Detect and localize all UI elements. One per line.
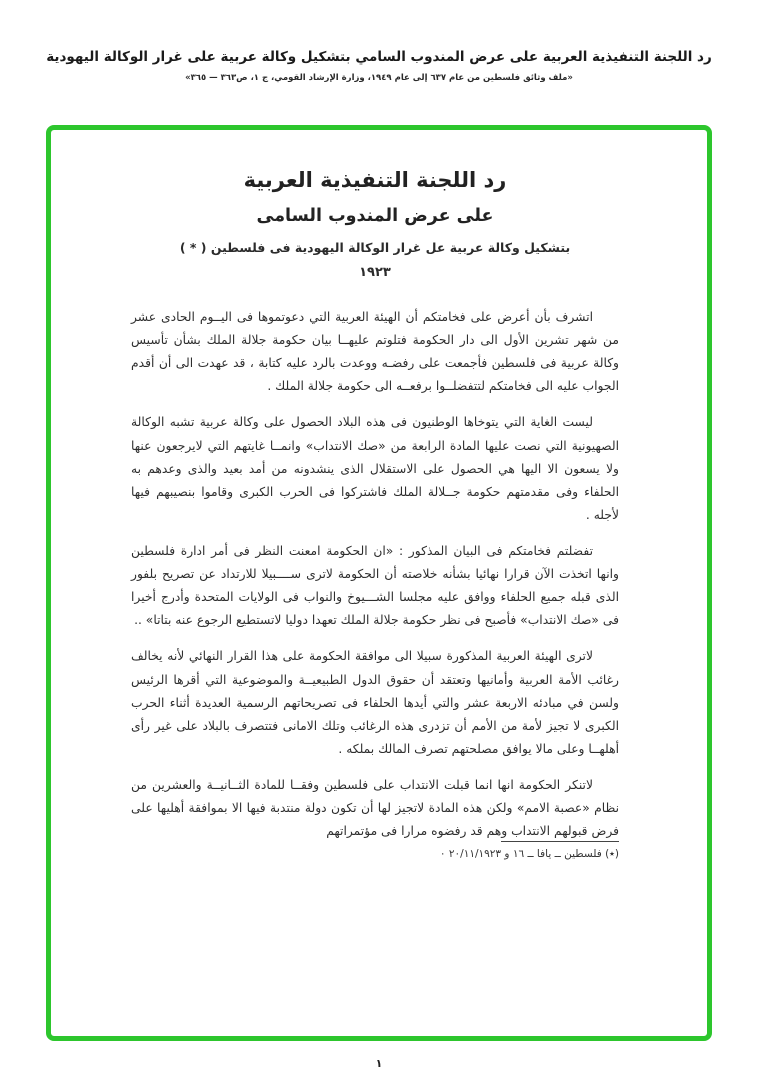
doc-year: ١٩٢٣ [359,265,391,280]
document-body-container [51,130,707,1036]
document-headings [131,168,619,280]
paragraph-1: اتشرف بأن أعرض على فخامتكم أن الهيئة العربية التي دعوتموها فى اليــوم الحادى عشر من شهر تشرين الأول الى دار الحكومة فتلوتم عليهــا بيان حكومة جلالة الملك بشأن تأسيس وكالة عربية فى فلسطين فأجمعت على رفضـه ووعدت بالرد عليه كتابة ، قد عهدت الى أن أقدم الجواب عليه الى فخامتكم لتتفضلــوا برفعــه الى حكومة جلالة الملك . [131,310,619,394]
page-number: ١ [375,1057,383,1070]
doc-heading-main: رد اللجنة التنفيذية العربية [243,168,507,192]
doc-heading-sub: على عرض المندوب السامى [256,206,494,226]
page-header [0,48,758,83]
paragraph-5: لاتنكر الحكومة انها انما قبلت الانتداب على فلسطين وفقــا للمادة الثــانيــة والعشرين من نظام «عصبة الامم» ولكن هذه المادة لاتجيز لها أن تكون دولة منتدبة فيها الا بموافقة أهليها على فرض قبولهم الانتداب وهم قد رفضوه مرارا فى مؤتمراتهم [131,777,619,839]
paragraph-2: ليست الغاية التي يتوخاها الوطنيون فى هذه البلاد الحصول على وكالة عربية تشبه الوكالة الصهيونية التي نصت عليها المادة الرابعة من «صك الانتداب» وانمــا غايتهم التي لايرجعون عنها ولا يسعون الا اليها هي الحصول على الاستقلال الذى ينشدونه من أمد بعيد والذى وعدهم به الحلفاء وفى مقدمتهم حكومة جــلالة الملك فاشتركوا فى الحرب الكبرى وقاموا بنصيبهم فيها لأجله . [131,415,619,522]
footnote-separator [501,841,619,842]
footnote-text: (٭) فلسطين ــ يافا ــ ١٦ و ٢٠/١١/١٩٢٣ ٠ [439,848,619,860]
footnote-area [131,841,619,860]
document-title: رد اللجنة التنفيذية العربية على عرض المندوب السامي بتشكيل وكالة عربية على غرار الوكالة اليهودية [46,49,712,65]
paragraph-3: تفضلتم فخامتكم فى البيان المذكور : «ان الحكومة امعنت النظر فى أمر ادارة فلسطين وانها اتخذت الآن قرارا نهائيا بشأنه خلاصته أن الحكومة لاترى ســــبيلا للارتداد عن تصريح بلفور الذى قبله جميع الحلفاء ووافق عليه مجلسا الشـــيوخ والنواب فى الولايات المتحدة وأدرج أخيرا فى «صك الانتداب» فأصبح فى نظر حكومة جلالة الملك تعهدا دوليا لاتستطيع الرجوع عنه بتاتا» .. [131,543,619,628]
doc-heading-detail: بتشكيل وكالة عربية عل غرار الوكالة اليهودية فى فلسطين ( * ) [179,240,571,255]
paragraph-4: لاترى الهيئة العربية المذكورة سبيلا الى موافقة الحكومة على هذا القرار النهائي لأنه يخالف رغائب الأمة العربية وأمانيها وتعتقد أن حقوق الدول الطبيعيــة والموضوعية التي أقرها الرئيس ولسن في مبادئه الاربعة عشر والتي أيدها الحلفاء فى تصريحاتهم الرسمية العديدة أثناء الحرب الكبرى لا تجيز لأمة من الأمم أن تزدرى هذه الرغائب وتلك الامانى فتتصرف بالبلاد على غير رأى أهلهــا وعلى مالا يوافق مصلحتهم تصرف المالك بملكه . [131,649,619,756]
source-citation: «ملف وثائق فلسطين من عام ٦٣٧ إلى عام ١٩٤٩، وزارة الإرشاد القومي، ج ١، ص٣٦٣ — ٣٦٥» [185,72,573,83]
green-border-frame [46,125,712,1041]
document-paragraphs [131,306,619,843]
